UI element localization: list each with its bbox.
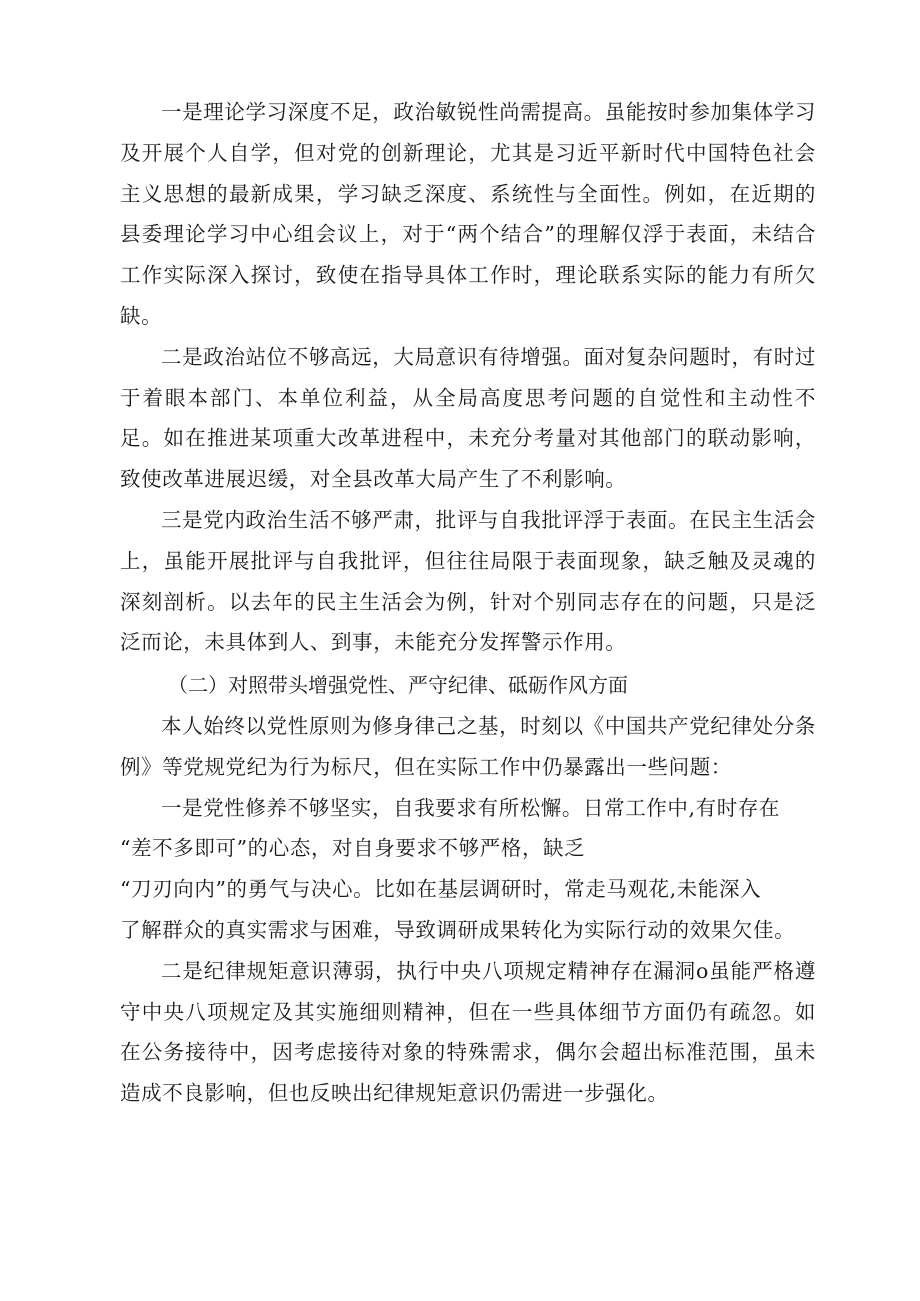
paragraph-party-spirit-line: “刀刃向内”的勇气与决心。比如在基层调研时，常走马观花,未能深入 [120,877,762,902]
paragraph-party-spirit-line: 一是党性修养不够坚实，自我要求有所松懈。日常工作中,有时存在 [161,795,781,820]
section-heading: （二）对照带头增强党性、严守纪律、砥砺作风方面 [168,673,628,698]
paragraph-party-spirit-line: 了解群众的真实需求与困难，导致调研成果转化为实际行动的效果欠佳。 [120,917,796,942]
document-body [120,92,816,1114]
paragraph-intro: 本人始终以党性原则为修身律己之基，时刻以《中国共产党纪律处分条例》等党规党纪为行为标尺，但在实际工作中仍暴露出一些问题： [120,713,816,779]
paragraph-political-stance: 二是政治站位不够高远，大局意识有待增强。面对复杂问题时，有时过于着眼本部门、本单位利益，从全局高度思考问题的自觉性和主动性不足。如在推进某项重大改革进程中，未充分考量对其他部门的联动影响，致使改革进展迟缓，对全县改革大局产生了不利影响。 [120,344,816,492]
paragraph-theory-study: 一是理论学习深度不足，政治敏锐性尚需提高。虽能按时参加集体学习及开展个人自学，但对党的创新理论，尤其是习近平新时代中国特色社会主义思想的最新成果，学习缺乏深度、系统性与全面性。例如，在近期的县委理论学习中心组会议上，对于“两个结合”的理解仅浮于表面，未结合工作实际深入探讨，致使在指导具体工作时，理论联系实际的能力有所欠缺。 [120,100,816,328]
paragraph-discipline: 二是纪律规矩意识薄弱，执行中央八项规定精神存在漏洞o虽能严格遵守中央八项规定及其实施细则精神，但在一些具体细节方面仍有疏忽。如在公务接待中，因考虑接待对象的特殊需求，偶尔会超出标准范围，虽未造成不良影响，但也反映出纪律规矩意识仍需进一步强化。 [120,958,816,1106]
paragraph-party-spirit-line: “差不多即可”的心态，对自身要求不够严格，缺乏 [120,836,586,861]
paragraph-party-life: 三是党内政治生活不够严肃，批评与自我批评浮于表面。在民主生活会上，虽能开展批评与自我批评，但往往局限于表面现象，缺乏触及灵魂的深刻剖析。以去年的民主生活会为例，针对个别同志存在的问题，只是泛泛而论，未具体到人、到事，未能充分发挥警示作用。 [120,507,816,655]
